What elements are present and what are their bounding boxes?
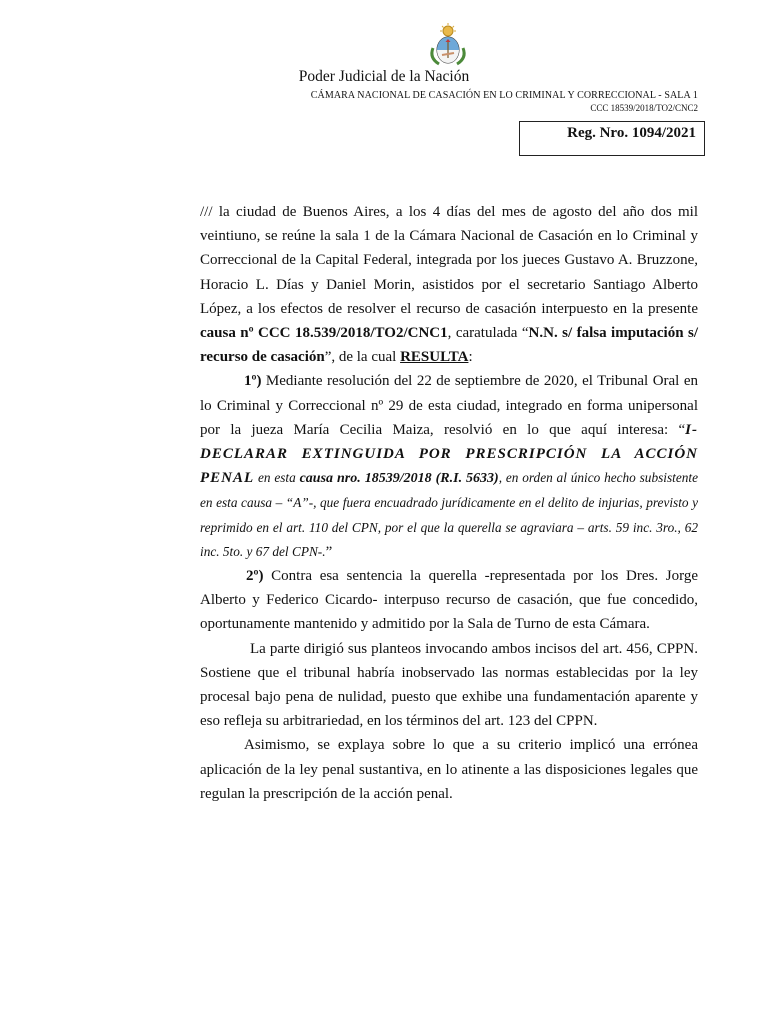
intro-text-4: : — [468, 349, 473, 366]
quote-text-2: , en orden al único hecho subsistente en esta causa – “A”-, que fuera encuadrado jurídicamente en el delito de injurias, previsto y reprimido en el art. 110 del CPN, por el que la querella se agraviara – arts. 59 inc. 3ro., 62 inc. 5to. y 67 del CPN-. — [200, 470, 698, 559]
paragraph-2 — [200, 564, 698, 637]
paragraph-1 — [200, 369, 698, 564]
quote-text-1: en esta — [254, 470, 300, 486]
registration-number: Reg. Nro. 1094/2021 — [567, 125, 696, 141]
court-name: CÁMARA NACIONAL DE CASACIÓN EN LO CRIMINAL Y CORRECCIONAL - SALA 1 — [310, 90, 698, 101]
paragraph-3: La parte dirigió sus planteos invocando ambos incisos del art. 456, CPPN. Sostiene que el tribunal habría inobservado las normas establecidas por la ley procesal bajo pena de nulidad, puesto que exhibe una fundamentación aparente y eso refleja su arbitrariedad, en los términos del art. 123 del CPPN. — [200, 640, 698, 730]
quote-heading: I- DECLARAR EXTINGUIDA POR PRESCRIPCIÓN LA ACCIÓN PENAL — [200, 421, 698, 487]
national-coat-of-arms-icon — [427, 22, 469, 66]
paragraph-intro — [200, 200, 698, 369]
item-2-text: Contra esa sentencia la querella -representada por los Dres. Jorge Alberto y Federico Cicardo- interpuso recurso de casación, que fue concedido, oportunamente mantenido y admitido por la Sala de Turno de esta Cámara. — [200, 568, 698, 633]
resulta-heading: RESULTA — [400, 349, 469, 366]
case-caption: N.N. s/ falsa imputación s/ recurso de casación — [200, 325, 699, 366]
intro-text-2: , caratulada “ — [447, 325, 529, 342]
paragraph-4: Asimismo, se explaya sobre lo que a su criterio implicó una errónea aplicación de la ley penal sustantiva, en lo atinente a las disposiciones legales que regulan la prescripción de la acción penal. — [200, 737, 698, 802]
item-1-text: Mediante resolución del 22 de septiembre de 2020, el Tribunal Oral en lo Criminal y Correccional nº 29 de esta ciudad, integrado en forma unipersonal por la jueza María Cecilia Maiza, resolvió en lo que aquí interesa: “ — [200, 373, 698, 438]
item-number-1: 1º) — [244, 373, 262, 390]
resolution-quote — [200, 422, 698, 559]
registration-box — [519, 121, 705, 156]
case-reference: CCC 18539/2018/TO2/CNC2 — [590, 103, 698, 113]
intro-text-3: ”, de la cual — [324, 349, 401, 366]
quote-close: ” — [325, 543, 333, 560]
intro-text: /// la ciudad de Buenos Aires, a los 4 días del mes de agosto del año dos mil veintiuno, se reúne la sala 1 de la Cámara Nacional de Casación en lo Criminal y Correccional de la Capital Federal, integrada por los jueces Gustavo A. Bruzzone, Horacio L. Días y Daniel Morin, asistidos por el secretario Santiago Alberto López, a los efectos de resolver el recurso de casación interpuesto en la presente — [200, 204, 698, 317]
case-number: causa nº CCC 18.539/2018/TO2/CNC1 — [200, 325, 448, 342]
quote-case-number: causa nro. 18539/2018 (R.I. 5633) — [299, 471, 499, 487]
institution-name: Poder Judicial de la Nación — [298, 68, 470, 85]
institution-title — [0, 68, 768, 86]
document-body — [200, 200, 698, 806]
item-number-2: 2º) — [246, 568, 264, 585]
